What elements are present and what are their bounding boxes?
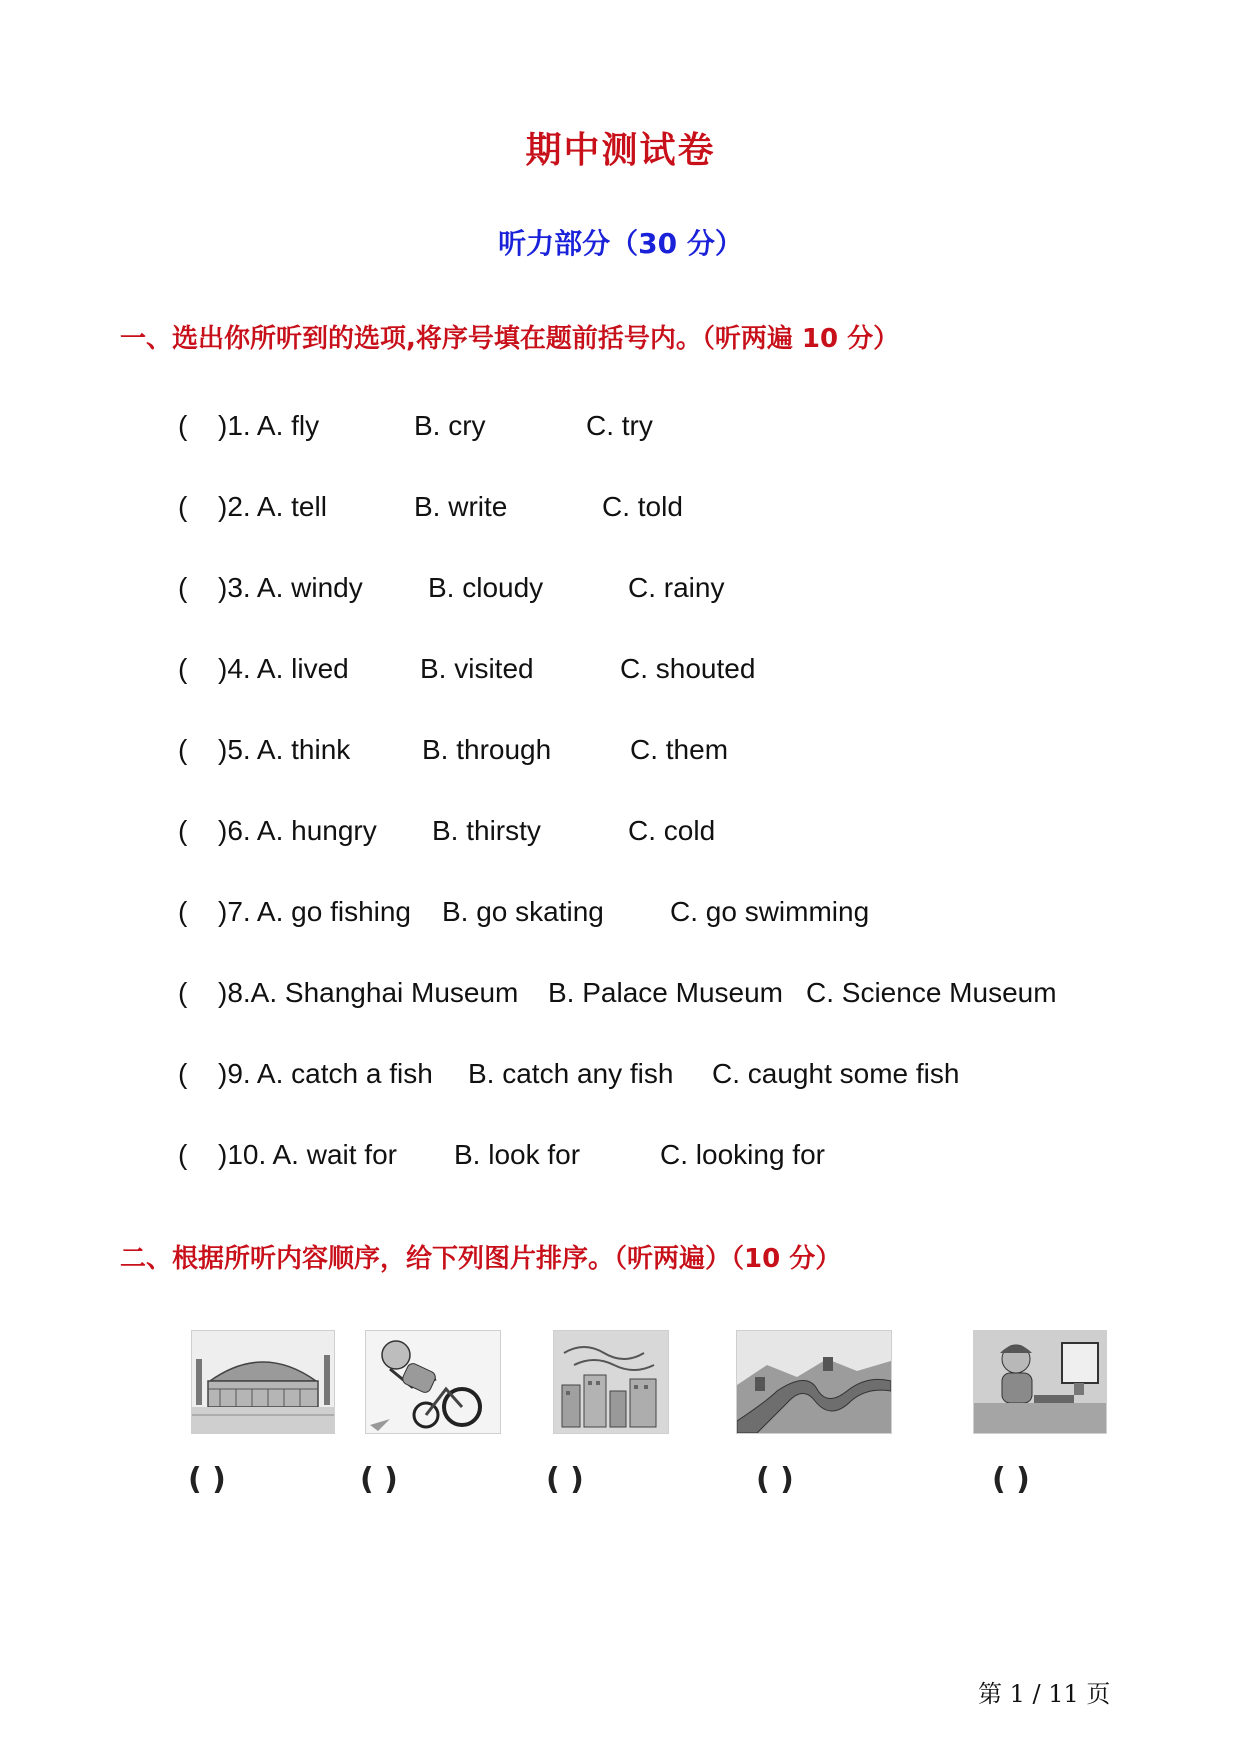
option-b: B. visited [420,653,534,684]
option-a: )4. A. lived [218,653,349,684]
answer-paren: ( [178,896,188,927]
page-title: 期中测试卷 [525,130,716,171]
option-c: C. rainy [628,572,725,603]
option-b: B. write [414,491,508,522]
answer-paren: ( [178,815,188,846]
girl-computer-picture [973,1330,1107,1434]
option-a: )1. A. fly [218,410,320,441]
picture-4-answer[interactable]: ( ) [756,1462,794,1497]
option-b: B. cloudy [428,572,544,603]
section-2-heading: 二、根据所听内容顺序，给下列图片排序。（听两遍）（10 分） [120,1244,842,1274]
option-b: B. cry [414,410,486,441]
bike-fall-picture [365,1330,501,1434]
option-c: C. go swimming [670,896,870,927]
option-a: )5. A. think [218,734,351,765]
option-a: )3. A. windy [218,572,363,603]
option-b: B. thirsty [432,815,541,846]
option-c: C. looking for [660,1139,825,1170]
option-b: B. look for [454,1139,581,1170]
option-a: )10. A. wait for [218,1139,397,1170]
picture-3-answer[interactable]: ( ) [546,1462,584,1497]
answer-paren: ( [178,1058,188,1089]
option-a: )6. A. hungry [218,815,377,846]
stadium-picture [191,1330,335,1434]
section-1-heading: 一、选出你所听到的选项,将序号填在题前括号内。（听两遍 10 分） [120,324,900,354]
answer-paren: ( [178,977,188,1008]
option-c: C. told [602,491,683,522]
option-c: C. caught some fish [712,1058,960,1089]
picture-5-answer[interactable]: ( ) [992,1462,1030,1497]
option-b: B. through [422,734,552,765]
option-a: )9. A. catch a fish [218,1058,433,1089]
option-b: B. catch any fish [468,1058,674,1089]
option-b: B. Palace Museum [548,977,783,1008]
option-c: C. shouted [620,653,756,684]
option-c: C. them [630,734,729,765]
answer-paren: ( [178,734,188,765]
picture-1-answer[interactable]: ( ) [188,1462,226,1497]
option-c: C. cold [628,815,716,846]
option-c: C. try [586,410,653,441]
page-number: 第 1 / 11 页 [978,1680,1111,1708]
windy-city-picture [553,1330,669,1434]
great-wall-picture [736,1330,892,1434]
answer-paren: ( [178,1139,188,1170]
option-a: )8.A. Shanghai Museum [218,977,519,1008]
answer-paren: ( [178,572,188,603]
answer-paren: ( [178,491,188,522]
option-b: B. go skating [442,896,604,927]
answer-paren: ( [178,653,188,684]
picture-2-answer[interactable]: ( ) [360,1462,398,1497]
option-a: )2. A. tell [218,491,327,522]
answer-paren: ( [178,410,188,441]
option-c: C. Science Museum [806,977,1057,1008]
page-subtitle: 听力部分（30 分） [498,227,743,260]
option-a: )7. A. go fishing [218,896,412,927]
